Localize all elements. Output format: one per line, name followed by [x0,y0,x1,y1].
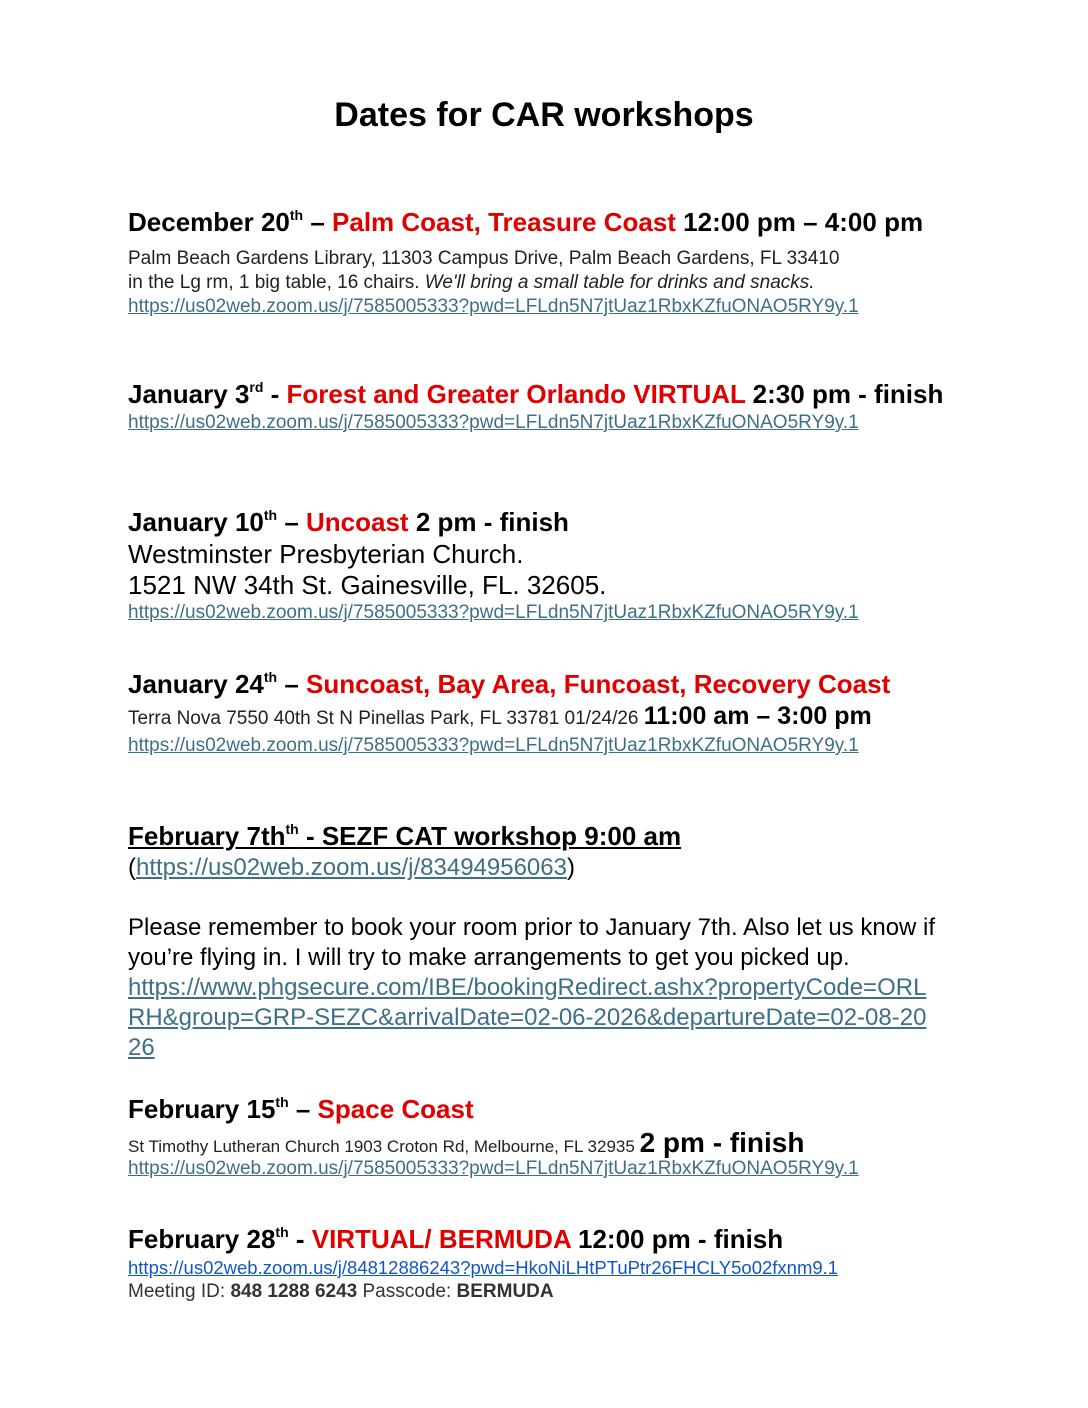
event-heading [128,1222,968,1256]
event-time: 2 pm - finish [639,1127,805,1158]
meeting-id: 848 1288 6243 [230,1281,358,1302]
reminder-text: Please remember to book your room prior to January 7th. Also let us know if you’re flying in. I will try to make arrangements to get you picked up. [128,914,936,971]
zoom-line: (https://us02web.zoom.us/j/83494956063) [128,854,575,881]
event-address: Terra Nova 7550 40th St N Pinellas Park, FL 33781 01/24/26 11:00 am – 3:00 pm [128,702,872,730]
event-region: Forest and Greater Orlando VIRTUAL [286,379,746,409]
event-january-10 [128,505,963,625]
event-region: Space Coast [317,1094,474,1124]
zoom-link[interactable]: https://us02web.zoom.us/j/7585005333?pwd=LFLdn5N7jtUaz1RbxKZfuONAO5RY9y.1 [128,296,859,317]
zoom-link[interactable]: https://us02web.zoom.us/j/83494956063 [136,854,567,881]
event-december-20 [128,203,963,319]
event-date: January 10 [128,507,264,537]
booking-link[interactable]: https://www.phgsecure.com/IBE/bookingRedirect.ashx?propertyCode=ORL RH&group=GRP-SEZC&arrivalDate=02-06-2026&departureDate=02-08-20 26 [128,974,927,1061]
booking-reminder [128,913,958,1063]
event-details: - SEZF CAT workshop 9:00 am [298,821,682,851]
event-heading [128,1092,963,1126]
event-heading [128,667,963,701]
meeting-info: Meeting ID: 848 1288 6243 Passcode: BERMUDA [128,1281,554,1302]
zoom-link[interactable]: https://us02web.zoom.us/j/7585005333?pwd=LFLdn5N7jtUaz1RbxKZfuONAO5RY9y.1 [128,1158,859,1179]
event-region: Palm Coast, Treasure Coast [332,207,676,237]
event-heading [128,819,963,853]
dash: – [277,669,307,699]
event-region: Uncoast [306,507,409,537]
date-suffix: rd [249,379,264,395]
event-february-28 [128,1222,968,1304]
event-time: 2 pm - finish [408,507,569,537]
event-time: 2:30 pm - finish [745,379,944,409]
event-date: January 3 [128,379,250,409]
dash: – [288,1094,318,1124]
zoom-link[interactable]: https://us02web.zoom.us/j/7585005333?pwd=LFLdn5N7jtUaz1RbxKZfuONAO5RY9y.1 [128,412,859,433]
date-suffix: th [285,821,299,837]
zoom-link[interactable]: https://us02web.zoom.us/j/7585005333?pwd=LFLdn5N7jtUaz1RbxKZfuONAO5RY9y.1 [128,735,859,756]
zoom-link[interactable]: https://us02web.zoom.us/j/7585005333?pwd=LFLdn5N7jtUaz1RbxKZfuONAO5RY9y.1 [128,602,859,623]
event-date: December 20 [128,207,290,237]
event-date: February 7th [128,821,286,851]
page-title: Dates for CAR workshops [334,96,754,134]
event-region: VIRTUAL/ BERMUDA [311,1224,571,1254]
room-details: in the Lg rm, 1 big table, 16 chairs. [128,272,425,293]
date-suffix: th [263,669,278,685]
dash: - [263,379,287,409]
event-january-3 [128,377,963,435]
event-address: St Timothy Lutheran Church 1903 Croton Rd, Melbourne, FL 32935 2 pm - finish [128,1127,805,1158]
event-time: 12:00 pm - finish [570,1224,784,1254]
event-february-15 [128,1092,963,1181]
event-january-24 [128,667,963,758]
event-february-7 [128,819,963,883]
zoom-link[interactable]: https://us02web.zoom.us/j/84812886243?pwd=HkoNiLHtPTuPtr26FHCLY5o02fxnm9.1 [128,1257,839,1278]
event-region: Suncoast, Bay Area, Funcoast, Recovery Coast [306,669,891,699]
dash: - [288,1224,312,1254]
event-heading [128,203,963,242]
date-suffix: th [263,507,278,523]
date-suffix: th [289,207,304,223]
event-time: 11:00 am – 3:00 pm [643,702,872,730]
date-suffix: th [275,1224,289,1240]
event-heading [128,505,963,539]
event-venue: Westminster Presbyterian Church. [128,539,524,569]
event-date: February 15 [128,1094,276,1124]
room-note: We'll bring a small table for drinks and snacks. [424,272,815,293]
event-date: January 24 [128,669,264,699]
dash: – [277,507,307,537]
event-address: Palm Beach Gardens Library, 11303 Campus Drive, Palm Beach Gardens, FL 33410 in the Lg rm, 1 big table, 16 chairs. We'll bring a small table for drinks and snacks. [128,248,840,293]
event-date: February 28 [128,1224,276,1254]
date-suffix: th [275,1094,289,1110]
event-address: 1521 NW 34th St. Gainesville, FL. 32605. [128,570,607,600]
dash: – [303,207,333,237]
event-heading [128,377,963,411]
passcode: BERMUDA [456,1281,554,1302]
event-time: 12:00 pm – 4:00 pm [675,207,924,237]
